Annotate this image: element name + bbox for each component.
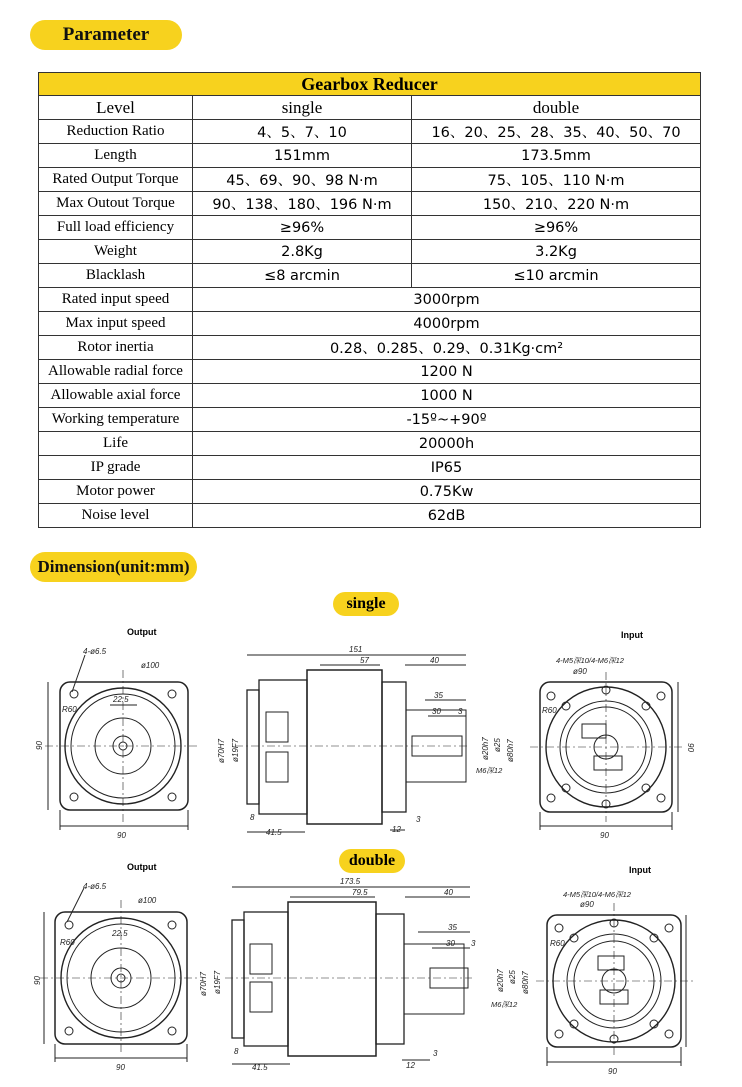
table-row [39, 456, 701, 480]
row-label: Max Outout Torque [39, 192, 193, 216]
table-row [39, 432, 701, 456]
row-single-value: ≥96% [193, 216, 412, 240]
row-value: 1200 N [193, 360, 701, 384]
table-row [39, 504, 701, 528]
table-row [39, 168, 701, 192]
dim-57: 57 [360, 656, 369, 665]
row-double-value: 150、210、220 N·m [412, 192, 701, 216]
dim-30: 30 [432, 707, 441, 716]
table-row [39, 288, 701, 312]
dim-12-d: 12 [406, 1061, 415, 1070]
dim-90-left: 90 [35, 741, 44, 750]
header-double: double [412, 96, 701, 120]
dim-22-5-d: 22.5 [112, 929, 128, 938]
table-row [39, 216, 701, 240]
row-label: Rated input speed [39, 288, 193, 312]
row-double-value: 75、105、110 N·m [412, 168, 701, 192]
output-label-single: Output [127, 627, 157, 637]
row-double-value: ≤10 arcmin [412, 264, 701, 288]
table-row [39, 480, 701, 504]
table-title: Gearbox Reducer [39, 73, 701, 96]
dim-90-left-d: 90 [33, 976, 42, 985]
dim-151: 151 [349, 645, 363, 654]
dim-input-holes: 4-M5深10/4-M6深12 [556, 656, 624, 665]
dim-input-holes-d: 4-M5深10/4-M6深12 [563, 890, 631, 899]
row-label: Length [39, 144, 193, 168]
input-label-double: Input [629, 865, 651, 875]
dim-90-bottom: 90 [117, 831, 126, 840]
dim-3: 3 [458, 707, 463, 716]
input-label-single: Input [621, 630, 643, 640]
dim-173-5: 173.5 [340, 877, 361, 886]
double-input-view [536, 903, 694, 1066]
row-label: Allowable axial force [39, 384, 193, 408]
dim-r60-input: R60 [542, 706, 557, 715]
dim-d100: ø100 [141, 661, 160, 670]
dim-holes: 4-ø6.5 [83, 647, 107, 656]
single-input-view [530, 672, 684, 830]
row-double-value: 173.5mm [412, 144, 701, 168]
dim-r60: R60 [62, 705, 77, 714]
dim-41-5: 41.5 [266, 828, 282, 837]
row-label: Life [39, 432, 193, 456]
table-row [39, 192, 701, 216]
row-value: 1000 N [193, 384, 701, 408]
row-single-value: 45、69、90、98 N·m [193, 168, 412, 192]
dim-r60-input-d: R60 [550, 939, 565, 948]
row-value: 62dB [193, 504, 701, 528]
dim-r60-d: R60 [60, 938, 75, 947]
row-label: Rated Output Torque [39, 168, 193, 192]
single-heading: single [333, 592, 399, 616]
spec-table [38, 72, 701, 528]
dim-90-input: 90 [600, 831, 609, 840]
dim-25: ø25 [493, 738, 502, 752]
row-label: Motor power [39, 480, 193, 504]
dim-holes-d: 4-ø6.5 [83, 882, 107, 891]
table-row [39, 264, 701, 288]
row-single-value: 151mm [193, 144, 412, 168]
dim-35: 35 [434, 691, 443, 700]
row-double-value: 3.2Kg [412, 240, 701, 264]
dim-90-d: 90 [116, 1063, 125, 1072]
row-value: -15º~+90º [193, 408, 701, 432]
row-label: Max input speed [39, 312, 193, 336]
row-value: 20000h [193, 432, 701, 456]
dim-70h7: ø70H7 [217, 738, 226, 763]
table-row [39, 360, 701, 384]
dim-35-d: 35 [448, 923, 457, 932]
dim-3b-d: 3 [433, 1049, 438, 1058]
dim-d90: ø90 [573, 667, 587, 676]
dim-8-d: 8 [234, 1047, 239, 1056]
row-label: Weight [39, 240, 193, 264]
dim-20h7: ø20h7 [481, 737, 490, 760]
table-row [39, 120, 701, 144]
dim-19f7: ø19F7 [231, 738, 240, 762]
dim-25-d: ø25 [508, 970, 517, 984]
dim-80h7: ø80h7 [506, 739, 515, 762]
dim-40: 40 [430, 656, 439, 665]
parameter-heading: Parameter [30, 20, 182, 50]
table-title-row [39, 73, 701, 96]
row-single-value: 2.8Kg [193, 240, 412, 264]
dim-3b: 3 [416, 815, 421, 824]
dim-41-5-d: 41.5 [252, 1063, 268, 1072]
row-label: Reduction Ratio [39, 120, 193, 144]
row-single-value: 4、5、7、10 [193, 120, 412, 144]
row-value: 0.28、0.285、0.29、0.31Kg·cm² [193, 336, 701, 360]
row-double-value: 16、20、25、28、35、40、50、70 [412, 120, 701, 144]
dim-8: 8 [250, 813, 255, 822]
row-label: Working temperature [39, 408, 193, 432]
dim-79-5: 79.5 [352, 888, 368, 897]
dim-d90-d: ø90 [580, 900, 594, 909]
table-row [39, 312, 701, 336]
double-side-view [225, 887, 472, 1064]
dim-30-d: 30 [446, 939, 455, 948]
double-output-view [40, 888, 200, 1062]
header-level: Level [39, 96, 193, 120]
dim-19f7-d: ø19F7 [213, 970, 222, 994]
dim-90-input-d: 90 [608, 1067, 617, 1076]
dim-d100-d: ø100 [138, 896, 157, 905]
header-single: single [193, 96, 412, 120]
dim-12: 12 [392, 825, 401, 834]
dim-80h7-d: ø80h7 [521, 971, 530, 994]
output-label-double: Output [127, 862, 157, 872]
dim-90-input-right: 90 [686, 743, 695, 752]
row-value: 4000rpm [193, 312, 701, 336]
row-single-value: 90、138、180、196 N·m [193, 192, 412, 216]
row-double-value: ≥96% [412, 216, 701, 240]
row-label: Full load efficiency [39, 216, 193, 240]
row-label: IP grade [39, 456, 193, 480]
row-label: Allowable radial force [39, 360, 193, 384]
row-label: Noise level [39, 504, 193, 528]
dim-m6-d: M6深12 [491, 1000, 518, 1009]
dim-m6: M6深12 [476, 766, 503, 775]
row-label: Rotor inertia [39, 336, 193, 360]
dim-22-5: 22.5 [113, 695, 129, 704]
single-side-view [235, 655, 470, 832]
table-row [39, 384, 701, 408]
dimension-heading: Dimension(unit:mm) [30, 552, 197, 582]
row-single-value: ≤8 arcmin [193, 264, 412, 288]
table-row [39, 240, 701, 264]
single-output-view [45, 655, 200, 830]
dim-3-d: 3 [471, 939, 476, 948]
dim-20h7-d: ø20h7 [496, 969, 505, 992]
row-value: IP65 [193, 456, 701, 480]
dim-40-d: 40 [444, 888, 453, 897]
table-row [39, 336, 701, 360]
row-value: 3000rpm [193, 288, 701, 312]
table-row [39, 144, 701, 168]
dim-70h7-d: ø70H7 [199, 971, 208, 996]
row-value: 0.75Kw [193, 480, 701, 504]
double-heading: double [339, 849, 405, 873]
table-header-row [39, 96, 701, 120]
row-label: Blacklash [39, 264, 193, 288]
table-row [39, 408, 701, 432]
